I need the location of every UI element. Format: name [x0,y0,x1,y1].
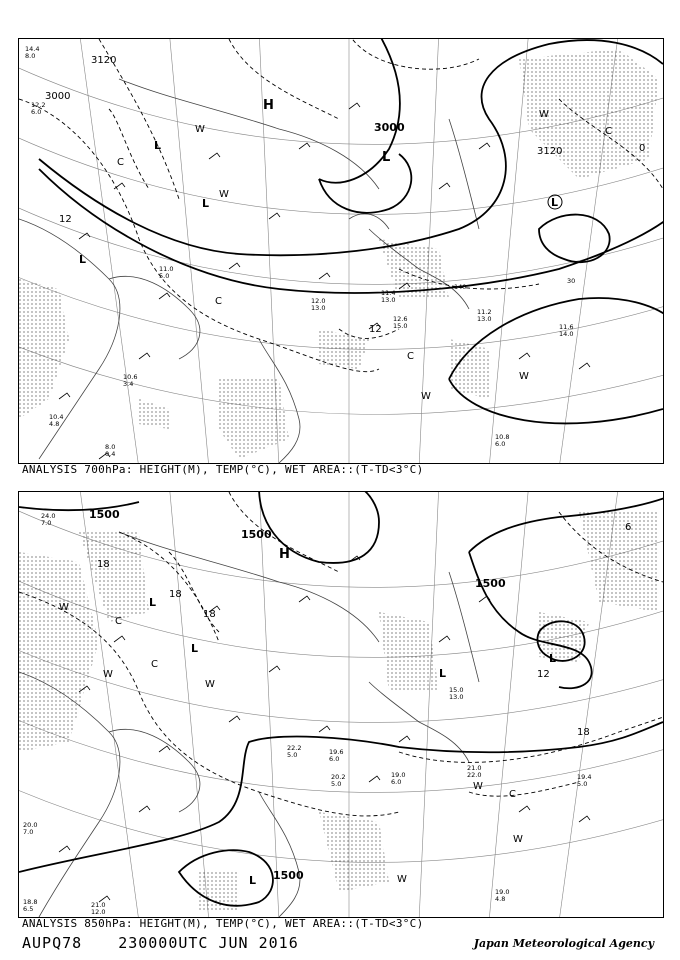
station-dewpoint: 13.0 [311,304,326,312]
warm-center: W [205,679,215,690]
height-label: 1500 [475,577,506,590]
station-temp: 20.2 [331,773,346,781]
product-header [22,934,335,952]
low-center: L [191,642,199,655]
station-temp: 19.4 [577,773,592,781]
station-dewpoint: 4.8 [49,420,60,428]
station-dewpoint: 15.0 [393,322,408,330]
station-dewpoint: 6.0 [31,108,42,116]
station-dewpoint: 4.8 [495,895,506,903]
station-dewpoint: 6.0 [329,755,340,763]
high-center: H [263,98,274,113]
map-850hpa [19,492,663,917]
station-dewpoint: 22.0 [467,771,482,779]
height-label: 3120 [91,55,117,66]
station-dewpoint: 5.0 [287,751,298,759]
station-temp: 11.2 [477,308,492,316]
station-temp: 14.4 [25,45,40,53]
station-dewpoint: 6.5 [23,905,34,913]
station-temp: 10.8 [495,433,510,441]
cold-center: C [407,351,414,362]
station-dewpoint: 13.0 [449,693,464,701]
low-center: L [202,197,210,210]
station-temp: 19.6 [329,748,344,756]
station-dewpoint: 5.0 [577,780,588,788]
height-label: 1500 [241,528,272,541]
low-center: L [551,196,559,209]
low-center: L [154,139,162,152]
temp-label: 12 [369,324,382,335]
station-temp: 10.4 [49,413,64,421]
station-temp: 10.6 [123,373,138,381]
station-temp: 12.6 [393,315,408,323]
coastlines [19,532,482,917]
warm-center: W [103,669,113,680]
station-dewpoint: 12.0 [91,908,106,916]
cold-center: C [605,126,612,137]
product-code: AUPQ78 [22,934,83,952]
station-dewpoint: 7.0 [23,828,34,836]
temp-label: 18 [169,589,182,600]
low-center: L [149,596,157,609]
cold-center: C [117,157,124,168]
chart-caption-700hpa: ANALYSIS 700hPa: HEIGHT(M), TEMP(°C), WET AREA::(T-TD<3°C) [22,463,424,476]
station-dewpoint: 14.0 [559,330,574,338]
cold-center: C [509,789,516,800]
station-temp: 22.2 [287,744,302,752]
warm-center: W [513,834,523,845]
graticule-label: 30 [567,277,576,285]
temp-label: 12 [59,214,72,225]
warm-center: W [195,124,205,135]
low-center: L [382,150,391,165]
height-label: 3120 [537,146,563,157]
station-temp: 11.0 [159,265,174,273]
height-label: 3000 [374,121,405,134]
analysis-datetime: 230000UTC JUN 2016 [118,934,299,952]
station-temp: 8.0 [105,443,116,451]
temp-label: 18 [577,727,590,738]
station-temp: 11.6 [559,323,574,331]
temp-label: 18 [97,559,110,570]
warm-center: W [59,602,69,613]
cold-center: C [215,296,222,307]
high-center: H [279,547,290,562]
warm-center: W [397,874,407,885]
height-label: 1500 [89,508,120,521]
warm-center: W [219,189,229,200]
warm-center: W [519,371,529,382]
station-temp: 15.0 [449,686,464,694]
warm-center: W [421,391,431,402]
station-temp: 19.0 [495,888,510,896]
graticule-label: 140 [454,283,467,291]
station-dewpoint: 7.0 [41,519,52,527]
low-center: L [439,667,447,680]
chart-700hpa [18,38,664,464]
cold-center: C [151,659,158,670]
station-temp: 20.0 [23,821,38,829]
station-dewpoint: 13.0 [381,296,396,304]
temp-label: 0 [639,143,646,154]
chart-caption-850hpa: ANALYSIS 850hPa: HEIGHT(M), TEMP(°C), WET AREA::(T-TD<3°C) [22,917,424,930]
temp-label: 18 [203,609,216,620]
station-temp: 11.4 [381,289,396,297]
temp-label: 12 [537,669,550,680]
station-dewpoint: 0.4 [105,450,116,458]
station-temp: 12.0 [311,297,326,305]
station-temp: 12.2 [31,101,46,109]
cold-center: C [115,616,122,627]
warm-center: W [539,109,549,120]
low-center: L [549,652,557,665]
station-temp: 24.0 [41,512,56,520]
station-dewpoint: 6.0 [391,778,402,786]
agency-name: Japan Meteorological Agency [473,937,654,950]
station-dewpoint: 3.4 [123,380,134,388]
low-center: L [249,874,257,887]
station-dewpoint: 6.0 [495,440,506,448]
station-temp: 21.0 [91,901,106,909]
temp-label: 6 [625,522,632,533]
station-temp: 18.8 [23,898,38,906]
station-observations [25,45,576,458]
station-temp: 19.0 [391,771,406,779]
station-dewpoint: 8.0 [25,52,36,60]
chart-850hpa [18,491,664,918]
height-label: 3000 [45,91,71,102]
low-center: L [79,253,87,266]
station-dewpoint: 13.0 [477,315,492,323]
wet-areas [19,512,659,912]
station-dewpoint: 5.0 [331,780,342,788]
warm-center: W [473,781,483,792]
map-700hpa [19,39,663,463]
station-temp: 21.0 [467,764,482,772]
station-dewpoint: 5.0 [159,272,170,280]
height-label: 1500 [273,869,304,882]
